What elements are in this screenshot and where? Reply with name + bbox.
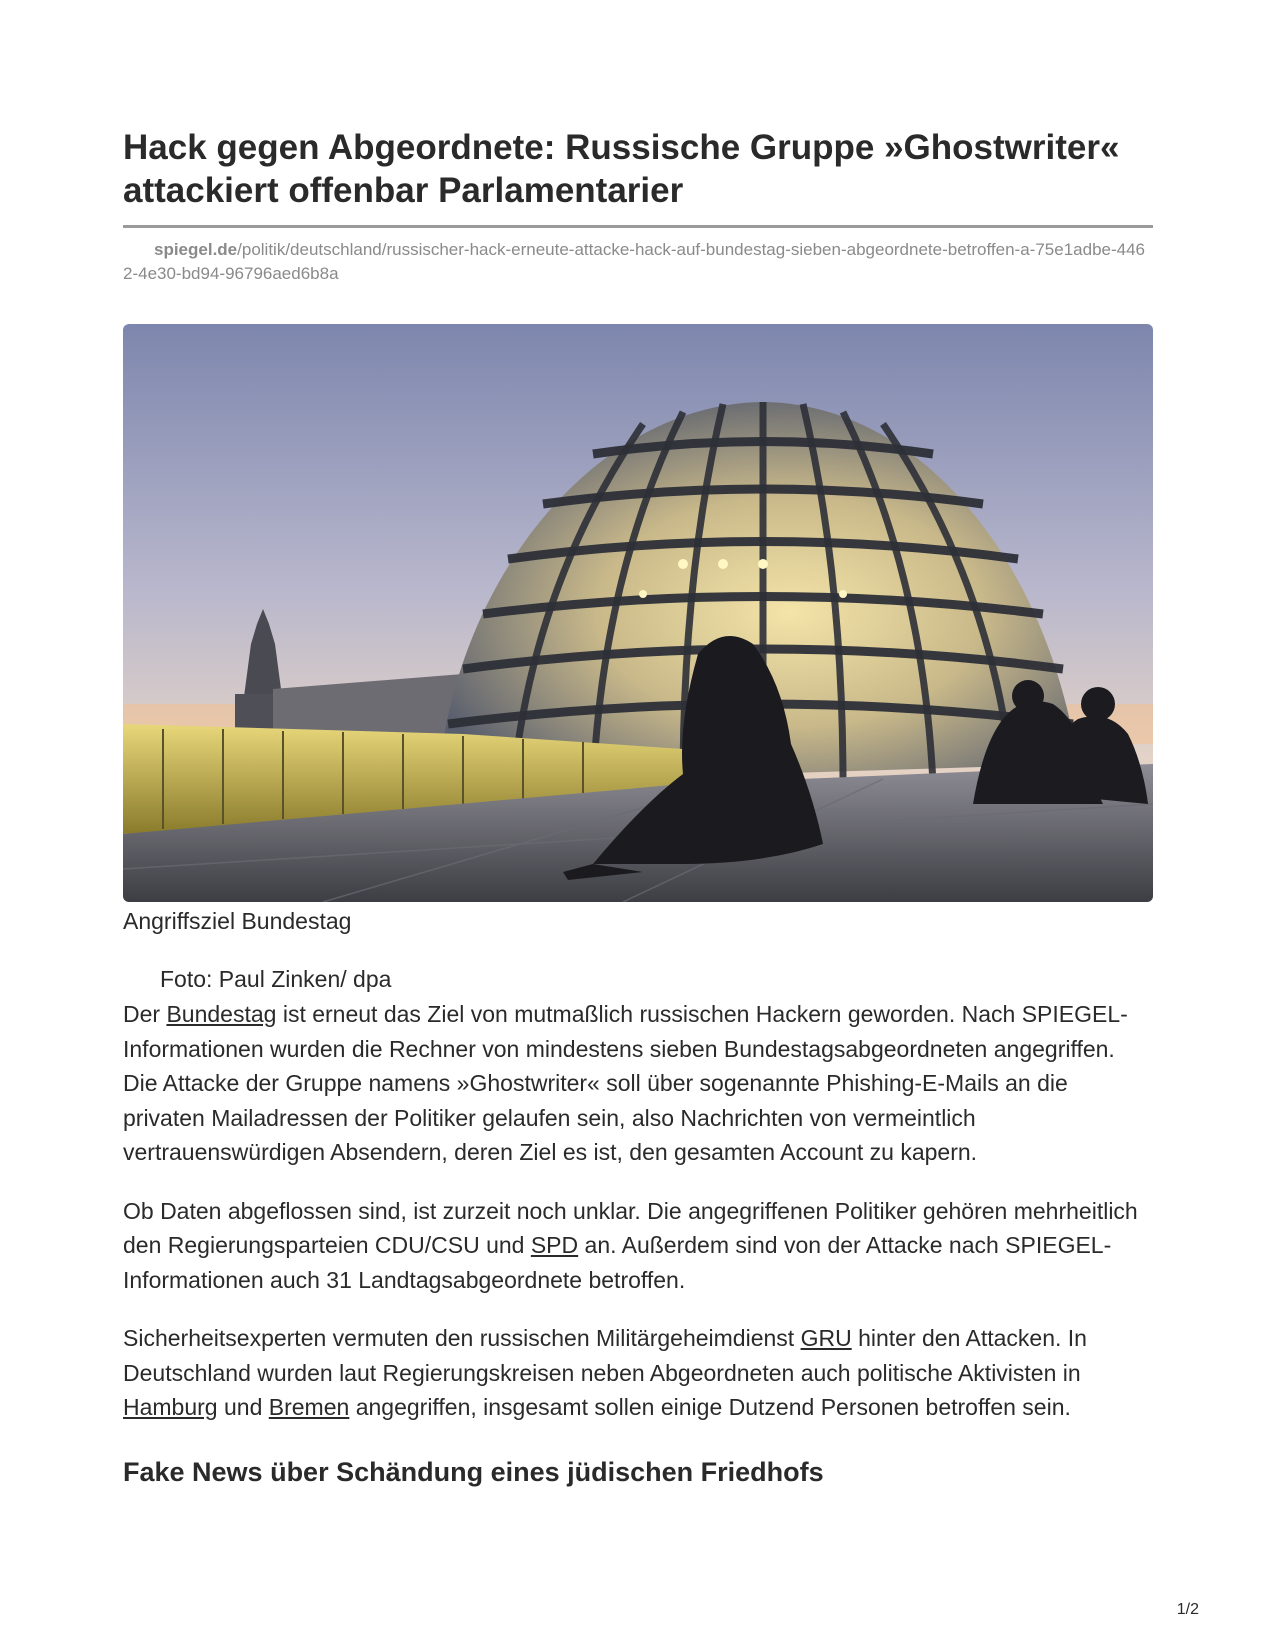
image-caption: Angriffsziel Bundestag bbox=[123, 908, 352, 934]
source-path: /politik/deutschland/russischer-hack-erneute-attacke-hack-auf-bundestag-sieben-abgeordnete-betroffen-a-75e1adbe-4462-4e30-bd94-96796aed6b8a bbox=[123, 240, 1145, 283]
title-divider bbox=[123, 225, 1153, 228]
section-heading: Fake News über Schändung eines jüdischen Friedhofs bbox=[123, 1456, 824, 1487]
image-credit: Foto: Paul Zinken/ dpa bbox=[160, 966, 392, 992]
paragraph-text: an. Außerdem sind von der Attacke nach SPIEGEL-Informationen auch 31 Landtagsabgeordnete betroffen. bbox=[123, 1232, 1112, 1293]
article-title: Hack gegen Abgeordnete: Russische Gruppe »Ghostwriter« attackiert offenbar Parlamentarier bbox=[123, 128, 1120, 210]
article-paragraph-1 bbox=[123, 997, 1153, 1170]
paragraph-text: und bbox=[217, 1394, 269, 1420]
link-hamburg[interactable]: Hamburg bbox=[123, 1394, 218, 1420]
link-gru[interactable]: GRU bbox=[800, 1325, 852, 1351]
link-spd[interactable]: SPD bbox=[530, 1232, 579, 1258]
reichstag-dome-photo bbox=[123, 324, 1153, 902]
article-paragraph-3 bbox=[123, 1321, 1153, 1425]
paragraph-text: angegriffen, insgesamt sollen einige Dutzend Personen betroffen sein. bbox=[349, 1394, 1071, 1420]
article bbox=[123, 126, 1153, 1489]
paragraph-text: ist erneut das Ziel von mutmaßlich russischen Hackern geworden. Nach SPIEGEL-Informationen wurden die Rechner von mindestens sieben Bundestagsabgeordneten angegriffen. Die Attacke der Gruppe namens »Ghostwriter« soll über sogenannte Phishing-E-Mails an die privaten Mailadressen der Politiker gelaufen sein, also Nachrichten von vermeintlich vertrauenswürdigen Absendern, deren Ziel es ist, den gesamten Account zu kapern. bbox=[123, 1001, 1128, 1165]
link-bremen[interactable]: Bremen bbox=[268, 1394, 350, 1420]
article-paragraph-2 bbox=[123, 1194, 1153, 1298]
paragraph-text: Sicherheitsexperten vermuten den russischen Militärgeheimdienst bbox=[123, 1325, 801, 1351]
link-bundestag[interactable]: Bundestag bbox=[166, 1001, 277, 1027]
article-image bbox=[123, 324, 1153, 902]
paragraph-text: Der bbox=[123, 1001, 167, 1027]
source-url[interactable] bbox=[123, 238, 1153, 286]
paragraph-text: Ob Daten abgeflossen sind, ist zurzeit noch unklar. Die angegriffenen Politiker gehören mehrheitlich den Regierungsparteien CDU/CSU und bbox=[123, 1197, 1138, 1258]
source-domain: spiegel.de bbox=[154, 240, 238, 259]
page-number: 1/2 bbox=[1176, 1601, 1199, 1618]
paragraph-text: hinter den Attacken. In Deutschland wurden laut Regierungskreisen neben Abgeordneten auch politische Aktivisten in bbox=[123, 1325, 1087, 1386]
